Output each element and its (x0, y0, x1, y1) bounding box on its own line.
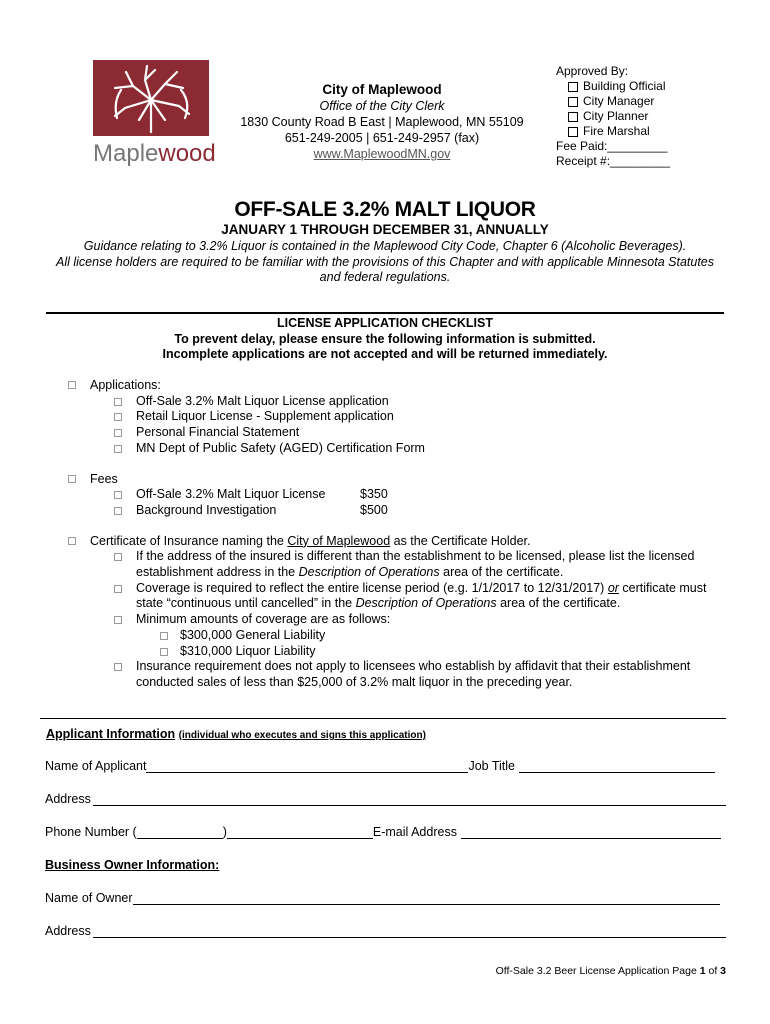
divider (46, 312, 724, 314)
checkbox[interactable] (568, 82, 578, 92)
checkbox[interactable] (114, 616, 122, 624)
checkbox[interactable] (568, 97, 578, 107)
applicant-contact-row: Phone Number ( ) E-mail Address (45, 825, 721, 839)
list-item: Coverage is required to reflect the entire license period (e.g. 1/1/2017 to 12/31/2017) or certificate must state “continuous until cancelled” in the Description of Operations area of the certificate. (66, 581, 726, 612)
list-item: Fees (66, 472, 726, 488)
checkbox[interactable] (114, 413, 122, 421)
checkbox[interactable] (114, 663, 122, 671)
list-item: Personal Financial Statement (66, 425, 726, 441)
checklist-header: LICENSE APPLICATION CHECKLIST To prevent delay, please ensure the following information is submitted. Incomplete applications are not accepted and will be returned immediately. (162, 316, 608, 361)
list-item: Certificate of Insurance naming the City of Maplewood as the Certificate Holder. (66, 534, 726, 550)
checkbox[interactable] (114, 445, 122, 453)
checkbox[interactable] (68, 475, 76, 483)
page-footer: Off-Sale 3.2 Beer License Application Page 1 of 3 (495, 965, 726, 977)
list-item: Retail Liquor License - Supplement application (66, 409, 726, 425)
checkbox[interactable] (114, 491, 122, 499)
approval-city-manager[interactable]: City Manager (568, 94, 670, 109)
city-address: 1830 County Road B East | Maplewood, MN 55109 (240, 115, 524, 129)
owner-address-field[interactable] (93, 925, 726, 938)
checkbox[interactable] (114, 429, 122, 437)
applicant-name-field[interactable] (146, 760, 468, 773)
office-name: Office of the City Clerk (319, 99, 445, 113)
approval-box (556, 64, 670, 169)
checkbox[interactable] (114, 398, 122, 406)
fee-item: Off-Sale 3.2% Malt Liquor License $350 (66, 487, 726, 503)
applicant-name-row: Name of Applicant Job Title (45, 759, 715, 773)
receipt-field[interactable]: Receipt #:_________ (556, 154, 671, 168)
applicant-section-title: Applicant Information (individual who executes and signs this application) (46, 727, 426, 741)
list-item: If the address of the insured is different than the establishment to be licensed, please list the licensed establishment address in the Description of Operations area of the certificate. (66, 549, 726, 580)
checkbox[interactable] (160, 648, 168, 656)
checkbox[interactable] (114, 553, 122, 561)
checkbox[interactable] (568, 112, 578, 122)
list-item: MN Dept of Public Safety (AGED) Certification Form (66, 441, 726, 457)
list-item: $300,000 General Liability (66, 628, 726, 644)
maple-leaf-icon (93, 60, 209, 136)
job-title-field[interactable] (519, 760, 715, 773)
logo-wordmark: Maplewood (93, 140, 216, 167)
approved-title: Approved By: (556, 64, 629, 78)
checkbox[interactable] (68, 381, 76, 389)
checkbox[interactable] (568, 127, 578, 137)
area-code-field[interactable] (137, 826, 223, 839)
approval-fire-marshal[interactable]: Fire Marshal (568, 124, 670, 139)
list-item: Insurance requirement does not apply to licensees who establish by affidavit that their establishment conducted sales of less than $25,000 of 3.2% malt liquor in the preceding year. (66, 659, 726, 690)
approval-building-official[interactable]: Building Official (568, 79, 670, 94)
checkbox[interactable] (114, 507, 122, 515)
city-name: City of Maplewood (322, 82, 442, 97)
applicant-address-row: Address (45, 792, 726, 806)
checkbox[interactable] (68, 537, 76, 545)
list-item: Minimum amounts of coverage are as follows: (66, 612, 726, 628)
email-field[interactable] (461, 826, 721, 839)
list-item: Applications: (66, 378, 726, 394)
document-title: OFF-SALE 3.2% MALT LIQUOR (234, 198, 536, 221)
owner-section-title: Business Owner Information: (45, 858, 220, 872)
owner-address-row: Address (45, 924, 726, 938)
list-item: Off-Sale 3.2% Malt Liquor License application (66, 394, 726, 410)
phone-number-field[interactable] (227, 826, 373, 839)
checklist (66, 378, 726, 691)
approval-city-planner[interactable]: City Planner (568, 109, 670, 124)
checkbox[interactable] (114, 585, 122, 593)
owner-name-row: Name of Owner (45, 891, 720, 905)
guidance-text: Guidance relating to 3.2% Liquor is contained in the Maplewood City Code, Chapter 6 (Alcoholic Beverages). All license holders are required to be familiar with the provisions of this Chapter and with applicable Minnesota Statutes and federal regulations. (56, 239, 714, 284)
divider (40, 718, 726, 719)
document-subtitle: JANUARY 1 THROUGH DECEMBER 31, ANNUALLY (221, 222, 549, 237)
city-contact-block (232, 82, 532, 162)
city-website-link[interactable]: www.MaplewoodMN.gov (313, 147, 451, 161)
city-phone: 651-249-2005 | 651-249-2957 (fax) (284, 131, 480, 145)
owner-name-field[interactable] (133, 892, 720, 905)
city-logo (93, 60, 209, 136)
fee-item: Background Investigation $500 (66, 503, 726, 519)
applicant-address-field[interactable] (93, 793, 726, 806)
list-item: $310,000 Liquor Liability (66, 644, 726, 660)
checkbox[interactable] (160, 632, 168, 640)
fee-paid-field[interactable]: Fee Paid:_________ (556, 139, 668, 153)
